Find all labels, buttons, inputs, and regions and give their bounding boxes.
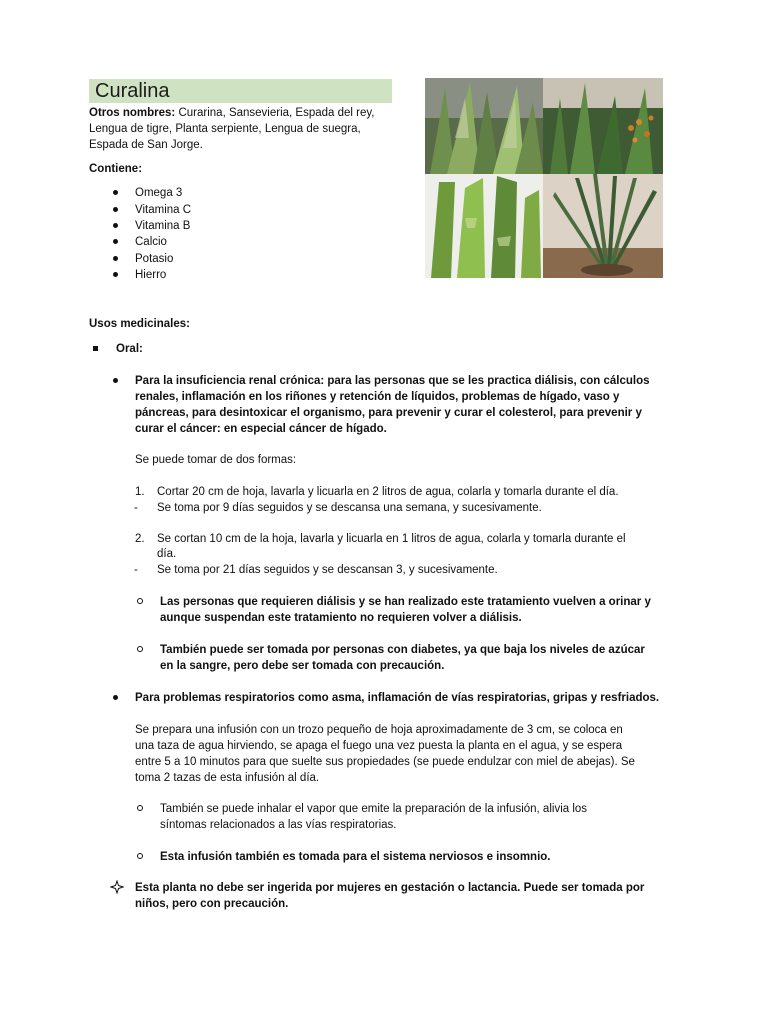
renal-note1-line1: Las personas que requieren diálisis y se han realizado este tratamiento vuelven a orinar y: [160, 596, 651, 608]
renal-line: páncreas, para desintoxicar el organismo, para prevenir y curar el colesterol, para prevenir y: [135, 407, 642, 419]
step1-rest: Se toma por 9 días seguidos y se descansa una semana, y sucesivamente.: [157, 502, 542, 514]
renal-paragraph: [135, 373, 675, 437]
renal-line: curar el cáncer: en especial cáncer de hígado.: [135, 423, 387, 435]
circle-bullet: [137, 646, 143, 652]
step1-text: Cortar 20 cm de hoja, lavarla y licuarla en 2 litros de agua, colarla y tomarla durante el día.: [157, 486, 619, 498]
bullet-dot: [113, 190, 118, 195]
step2-rest: Se toma por 21 días seguidos y se descansan 3, y sucesivamente.: [157, 564, 498, 576]
square-bullet: [93, 346, 98, 351]
other-names-line3: Espada de San Jorge.: [89, 139, 203, 151]
forms-intro: Se puede tomar de dos formas:: [135, 454, 297, 466]
renal-line: Para la insuficiencia renal crónica: para las personas que se les practica diálisis, con cálculos: [135, 375, 650, 387]
page-title: Curalina: [95, 80, 170, 102]
warning-line2: niños, pero con precaución.: [135, 898, 289, 910]
bullet-dot: [113, 256, 118, 261]
contains-item: Omega 3: [135, 187, 183, 199]
other-names-line2: Lengua de tigre, Planta serpiente, Lengua de suegra,: [89, 123, 361, 135]
renal-note2-line2: en la sangre, pero debe ser tomada con precaución.: [160, 660, 445, 672]
resp-line: Se prepara una infusión con un trozo pequeño de hoja aproximadamente de 3 cm, se coloca en: [135, 724, 623, 736]
diamond-bullet-icon: [110, 880, 124, 894]
circle-bullet: [137, 853, 143, 859]
resp-paragraph: [135, 722, 695, 786]
resp-note1-line2: síntomas relacionados a las vías respiratorias.: [160, 819, 397, 831]
resp-line: toma 2 tazas de esta infusión al día.: [135, 772, 320, 784]
dash-marker: -: [134, 502, 138, 514]
contains-label: Contiene:: [89, 163, 143, 175]
bullet-dot: [113, 223, 118, 228]
other-names-label: Otros nombres:: [89, 107, 176, 119]
contains-item: Vitamina B: [135, 220, 191, 232]
step2-text: Se cortan 10 cm de la hoja, lavarla y licuarla en 1 litros de agua, colarla y tomarla durante el: [157, 533, 626, 545]
other-names-line1: Curarina, Sansevieria, Espada del rey,: [175, 107, 375, 119]
contains-item: Potasio: [135, 253, 174, 265]
renal-line: renales, inflamación en los riñones y retención de líquidos, problemas de hígado, vaso y: [135, 391, 620, 403]
resp-heading: Para problemas respiratorios como asma, inflamación de vías respiratorias, gripas y resfriados.: [135, 692, 660, 704]
circle-bullet: [137, 598, 143, 604]
resp-note2: Esta infusión también es tomada para el sistema nerviosos e insomnio.: [160, 851, 551, 863]
step2-number: 2.: [135, 533, 145, 545]
oral-label: Oral:: [116, 343, 143, 355]
warning-line1: Esta planta no debe ser ingerida por mujeres en gestación o lactancia. Puede ser tomada por: [135, 882, 645, 894]
bullet-dot: [113, 239, 118, 244]
resp-note1-line1: También se puede inhalar el vapor que emite la preparación de la infusión, alivia los: [160, 803, 588, 815]
renal-note1-line2: aunque suspendan este tratamiento no requieren volver a diálisis.: [160, 612, 522, 624]
resp-line: una taza de agua hirviendo, se apaga el fuego una vez puesta la planta en el agua, y se espera: [135, 740, 623, 752]
circle-bullet: [137, 805, 143, 811]
dash-marker: -: [134, 564, 138, 576]
step2-text-cont: día.: [157, 548, 177, 560]
resp-line: entre 5 a 10 minutos para que suelte sus propiedades (se puede endulzar con miel de abejas). Se: [135, 756, 635, 768]
contains-item: Calcio: [135, 236, 167, 248]
bullet-dot: [113, 378, 118, 383]
bullet-dot: [113, 207, 118, 212]
renal-note2-line1: También puede ser tomada por personas con diabetes, ya que baja los niveles de azúcar: [160, 644, 645, 656]
bullet-dot: [113, 272, 118, 277]
bullet-dot: [113, 695, 118, 700]
uses-label: Usos medicinales:: [89, 318, 190, 330]
title-banner: [89, 79, 392, 103]
other-names: [89, 105, 409, 153]
sansevieria-photo-collage: [425, 78, 663, 278]
contains-item: Vitamina C: [135, 204, 192, 216]
step1-number: 1.: [135, 486, 145, 498]
contains-item: Hierro: [135, 269, 167, 281]
